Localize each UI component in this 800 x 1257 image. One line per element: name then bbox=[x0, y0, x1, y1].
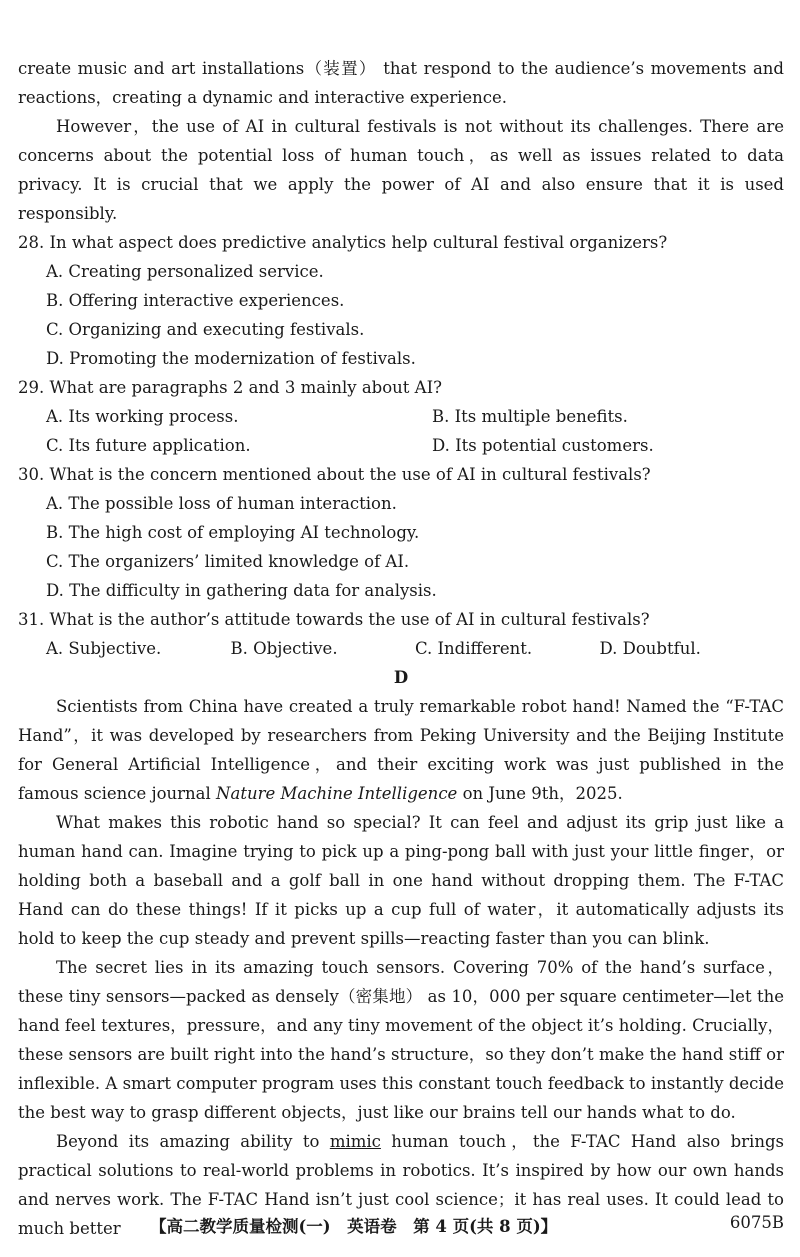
passage-d-paragraph-1 bbox=[18, 692, 784, 808]
question-28 bbox=[18, 228, 784, 373]
journal-title: Nature Machine Intelligence bbox=[216, 784, 458, 803]
option-b: B. Its multiple benefits. bbox=[432, 407, 628, 426]
footer-code: 6075B bbox=[729, 1213, 784, 1232]
option-c: C. Indifferent. bbox=[415, 639, 533, 658]
question-30 bbox=[18, 460, 784, 605]
option-d: D. Its potential customers. bbox=[432, 436, 654, 455]
exam-page bbox=[18, 54, 784, 1243]
option-d: D. Doubtful. bbox=[599, 639, 701, 658]
question-stem: 30. What is the concern mentioned about the use of AI in cultural festivals? bbox=[18, 465, 651, 484]
text-span: Beyond its amazing ability to bbox=[56, 1132, 330, 1151]
passage-d-paragraph-3: The secret lies in its amazing touch sensors. Covering 70% of the hand’s surface，these tiny sensors—packed as densely（密集地） as 10，000 per square centimeter—let the hand feel textures，pressure，and any tiny movement of the object it’s holding. Crucially，these sensors are built right into the hand’s structure，so they don’t make the hand stiff or inflexible. A smart computer program uses this constant touch feedback to instantly decide the best way to grasp different objects，just like our brains tell our hands what to do. bbox=[18, 958, 784, 1122]
option-b: B. Objective. bbox=[230, 639, 338, 658]
text-span: human touch，the F-TAC Hand also brings practical solutions to real-world problems in robotics. It’s inspired by how our own hands and nerves work. The F-TAC Hand isn’t just cool science；it has real uses. It could lead to much better bbox=[18, 1132, 784, 1238]
option-b: B. The high cost of employing AI technology. bbox=[46, 523, 420, 542]
option-c: C. The organizers’ limited knowledge of AI. bbox=[46, 552, 410, 571]
underlined-word: mimic bbox=[329, 1132, 381, 1151]
option-a: A. The possible loss of human interaction. bbox=[46, 494, 397, 513]
question-31 bbox=[18, 605, 784, 663]
passage-c-paragraph: create music and art installations（装置） that respond to the audience’s movements and reactions，creating a dynamic and interactive experience. bbox=[18, 59, 784, 107]
question-stem: 31. What is the author’s attitude towards the use of AI in cultural festivals? bbox=[18, 610, 650, 629]
option-a: A. Its working process. bbox=[46, 407, 239, 426]
option-a: A. Creating personalized service. bbox=[46, 262, 324, 281]
section-heading: D bbox=[393, 668, 409, 687]
passage-d-paragraph-2: What makes this robotic hand so special? It can feel and adjust its grip just like a human hand can. Imagine trying to pick up a ping-pong ball with just your little finger，or holding both a baseball and a golf ball in one hand without dropping them. The F-TAC Hand can do these things! If it picks up a cup full of water，it automatically adjusts its hold to keep the cup steady and prevent spills—reacting faster than you can blink. bbox=[18, 813, 784, 948]
question-stem: 28. In what aspect does predictive analytics help cultural festival organizers? bbox=[18, 233, 668, 252]
text-span: on June 9th，2025. bbox=[457, 784, 623, 803]
option-a: A. Subjective. bbox=[46, 639, 162, 658]
text-span: Scientists from China have created a truly remarkable robot hand! Named the “F-TAC Hand”，it was developed by researchers from Peking University and the Beijing Institute for General Artificial Intelligence，and their exciting work was just published in the famous science journal bbox=[18, 697, 784, 803]
option-d: D. The difficulty in gathering data for analysis. bbox=[46, 581, 437, 600]
option-b: B. Offering interactive experiences. bbox=[46, 291, 345, 310]
footer-title: 【高二教学质量检测(一) 英语卷 第 4 页(共 8 页)】 bbox=[150, 1217, 558, 1236]
question-29 bbox=[18, 373, 784, 460]
question-stem: 29. What are paragraphs 2 and 3 mainly about AI? bbox=[18, 378, 442, 397]
passage-c-paragraph: However，the use of AI in cultural festivals is not without its challenges. There are concerns about the potential loss of human touch，as well as issues related to data privacy. It is crucial that we apply the power of AI and also ensure that it is used responsibly. bbox=[18, 117, 784, 223]
option-d: D. Promoting the modernization of festivals. bbox=[46, 349, 416, 368]
option-c: C. Organizing and executing festivals. bbox=[46, 320, 365, 339]
option-c: C. Its future application. bbox=[46, 436, 251, 455]
